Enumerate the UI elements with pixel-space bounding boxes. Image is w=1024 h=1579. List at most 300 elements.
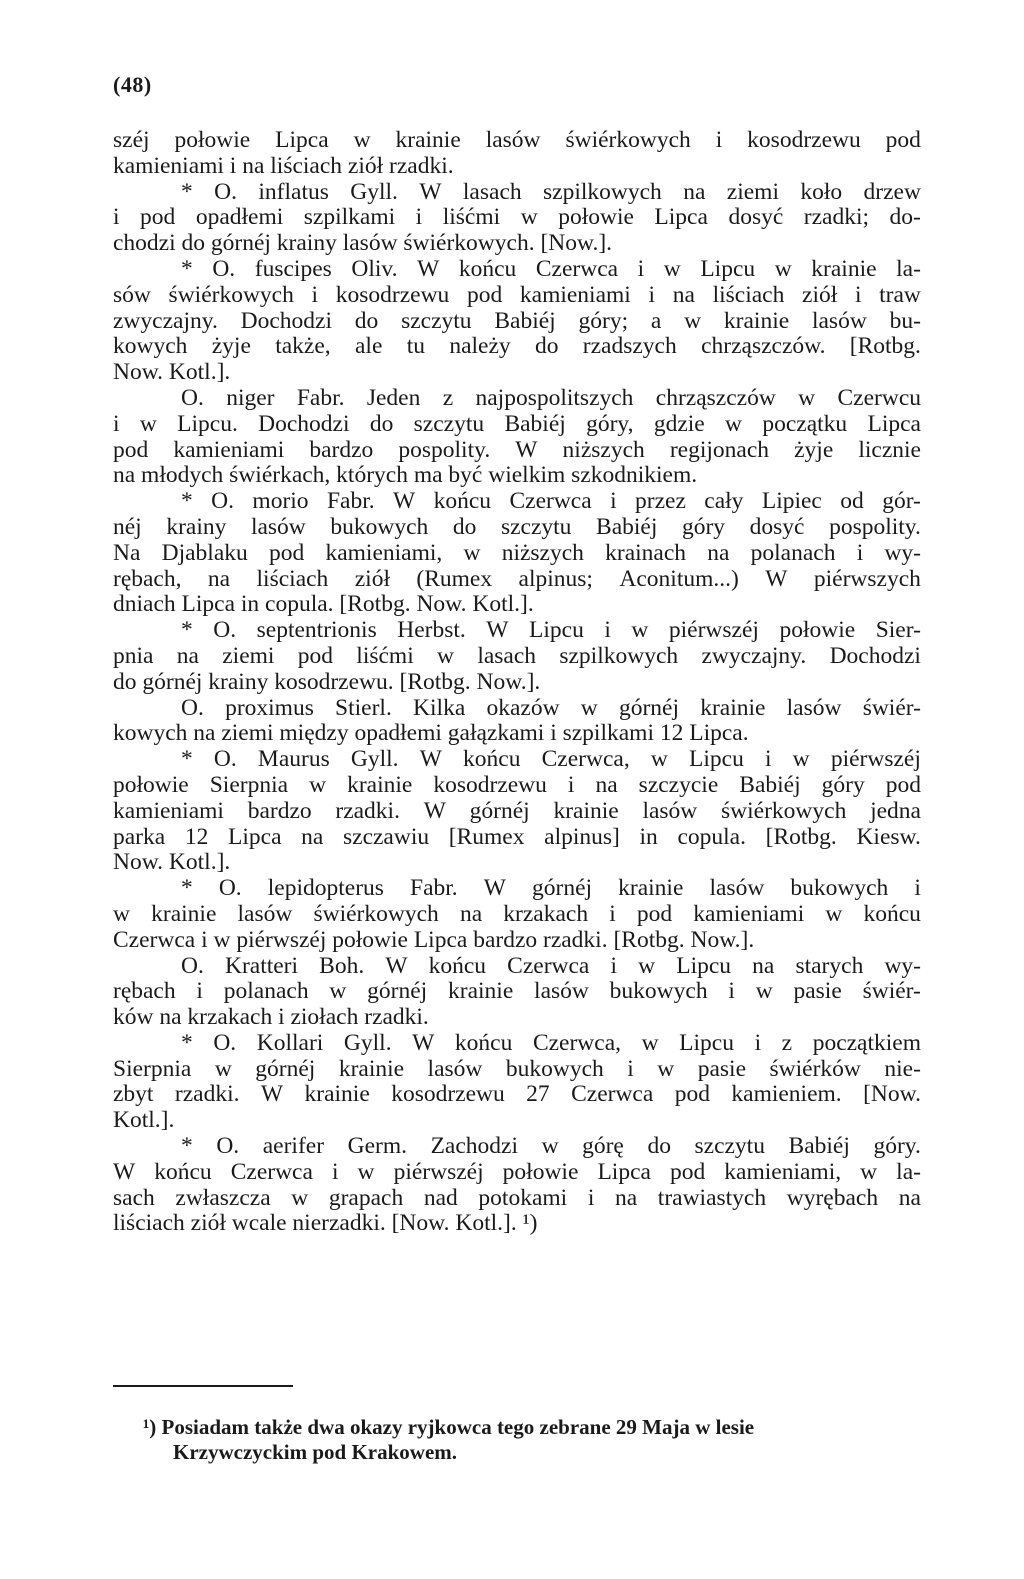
text-line-content: na młodych świérkach, których ma być wielkim szkodnikiem. (113, 462, 698, 489)
text-line (113, 153, 921, 179)
word: górnéj (255, 1055, 316, 1082)
word: bu- (889, 307, 921, 334)
word: Fabr. (326, 488, 375, 515)
word: z (781, 1029, 793, 1056)
word: na (683, 178, 706, 205)
word: niższych (562, 436, 645, 463)
text-line (113, 566, 921, 592)
word: W (260, 1081, 284, 1108)
text-line-content: Kotl.]. (113, 1107, 175, 1134)
footnote-text: Posiadam także dwa okazy ryjkowca tego zebrane 29 Maja w lesie (161, 1415, 755, 1439)
word: górnéj (532, 875, 593, 902)
text-line-content: dniach Lipca in copula. [Rotbg. Now. Kotl.]. (113, 591, 534, 618)
word: i (648, 281, 656, 308)
text-line (113, 643, 921, 669)
page-number: (48) (113, 72, 152, 97)
word: lasów (534, 978, 589, 1005)
text-line (113, 230, 921, 256)
word: zwłaszcza (175, 1184, 271, 1211)
word: szpilkowych (543, 178, 662, 205)
word: w (650, 746, 668, 773)
word: Sierpnia (113, 1055, 192, 1082)
word: lasów (485, 127, 541, 153)
word: Kratteri (224, 952, 299, 979)
word: 27 (526, 1081, 550, 1108)
word: góry. (873, 1133, 921, 1160)
word: końcu (154, 1158, 212, 1185)
word: niger (226, 384, 275, 411)
word: rzadki; (803, 204, 870, 231)
word: pod (885, 127, 921, 153)
word: krainie (448, 978, 514, 1005)
word: Kilka (413, 694, 466, 721)
word: szczytu (694, 1133, 765, 1160)
word: W (765, 565, 788, 592)
word: do (647, 1133, 671, 1160)
word: lasach (477, 642, 537, 669)
word: Czerwca (509, 488, 592, 515)
word: początkiem (812, 1029, 921, 1056)
word: na (672, 281, 695, 308)
word: cały (704, 488, 744, 515)
word: do- (889, 204, 921, 231)
word: * (181, 1029, 193, 1056)
word: rzadszych (582, 333, 677, 360)
word: w (437, 642, 455, 669)
word: zwyczajny. (701, 642, 807, 669)
word: jedna (870, 797, 921, 824)
word: drzew (863, 178, 921, 205)
word: w (792, 746, 810, 773)
word: rzadki. (335, 797, 400, 824)
word: końcu (433, 488, 492, 515)
word: krainy (166, 513, 227, 540)
word: la- (896, 1158, 921, 1185)
word: w (663, 255, 681, 282)
text-line (113, 1107, 921, 1133)
word: początku (762, 410, 848, 437)
word: krainie (338, 1055, 405, 1082)
word: krainie (304, 1081, 370, 1108)
word: O. (211, 488, 235, 515)
text-line (113, 669, 921, 695)
text-line (113, 1159, 921, 1185)
text-line (113, 127, 921, 153)
word: Lipca (867, 410, 921, 437)
word: w (657, 1055, 675, 1082)
word: Babiéj (788, 1133, 850, 1160)
word: połowie (779, 617, 856, 644)
word: koło (800, 178, 843, 205)
text-line (113, 179, 921, 205)
word: na (752, 952, 775, 979)
word: kamieniem. (731, 1081, 842, 1108)
word: należy (449, 333, 511, 360)
word: i (113, 204, 120, 231)
word: w (353, 127, 371, 153)
word: i (856, 539, 864, 566)
text-line (113, 772, 921, 798)
word: kamieniami (173, 436, 285, 463)
word: krainie (347, 771, 413, 798)
word: w (825, 900, 843, 927)
word: krainie (151, 900, 217, 927)
word: alpinus] (544, 823, 620, 850)
word: świérkowych (565, 127, 691, 153)
word: W (417, 255, 440, 282)
text-line (113, 1056, 921, 1082)
word: Kiesw. (856, 823, 921, 850)
word: wy- (884, 539, 921, 566)
word: końcu (428, 952, 487, 979)
word: w (139, 410, 157, 437)
word: w (725, 410, 743, 437)
word: Zachodzi (430, 1133, 518, 1160)
word: Gyll. (343, 1029, 392, 1056)
word: od (840, 488, 864, 515)
word: lasów (786, 694, 842, 721)
text-line (113, 488, 921, 514)
word: pod (113, 436, 149, 463)
word: aerifer (262, 1133, 325, 1160)
word: bardzo (247, 797, 312, 824)
footnote (113, 1415, 921, 1465)
word: Kollari (256, 1029, 324, 1056)
word: lasów (811, 307, 867, 334)
word: szpilkami (303, 204, 396, 231)
word: i (610, 488, 617, 515)
word: zwyczajny. (113, 307, 218, 334)
text-line (113, 849, 921, 875)
word: z (442, 384, 454, 411)
word: świérkowych (313, 900, 439, 927)
word: w (774, 255, 792, 282)
word: świér- (862, 694, 921, 721)
word: pospolity. (398, 436, 491, 463)
word: rębach, (113, 565, 182, 592)
word: lasów (237, 900, 293, 927)
word: w (684, 307, 702, 334)
text-line (113, 591, 921, 617)
word: Lipcu (676, 952, 732, 979)
word: pasie (793, 978, 842, 1005)
text-line-content: Now. Kotl.]. (113, 849, 231, 876)
word: W (385, 952, 408, 979)
word: górnéj (469, 797, 530, 824)
word: septentrionis (256, 617, 377, 644)
text-line (113, 411, 921, 437)
word: opadłemi (195, 204, 284, 231)
word: sów (113, 281, 151, 308)
word: chrząszczów (655, 384, 776, 411)
word: W (393, 488, 416, 515)
word: Babiéj (494, 307, 556, 334)
word: [Rumex (448, 823, 525, 850)
word: do (354, 307, 379, 334)
word: pod (297, 642, 333, 669)
word: bardzo (309, 436, 374, 463)
word: i (764, 746, 772, 773)
word: Gyll. (350, 178, 398, 205)
word: Lipcu (689, 746, 744, 773)
word: i (914, 875, 921, 902)
word: Herbst. (397, 617, 466, 644)
text-line (113, 514, 921, 540)
word: potokami (478, 1184, 568, 1211)
word: [Rotbg. (765, 823, 837, 850)
word: O. (213, 617, 237, 644)
word: świér- (862, 978, 921, 1005)
word: O. (181, 384, 204, 411)
word: w (638, 952, 656, 979)
word: w (291, 1184, 309, 1211)
word: Czerwca (535, 255, 619, 282)
word: krainie (723, 307, 790, 334)
word: Czerwca (507, 952, 590, 979)
word: Czerwca, (532, 1029, 622, 1056)
word: żyje (211, 333, 251, 360)
word: copula. (677, 823, 746, 850)
word: Lipcu. (177, 410, 238, 437)
word: żyje (794, 436, 834, 463)
word: rębach (113, 978, 176, 1005)
text-line (113, 1004, 921, 1030)
word: W (412, 1029, 435, 1056)
word: lepidopterus (267, 875, 384, 902)
word: gdzie (653, 410, 705, 437)
text-line (113, 798, 921, 824)
word: O. (181, 694, 204, 721)
word: néj (113, 513, 142, 540)
word: W (419, 178, 442, 205)
word: Lipcu (529, 617, 584, 644)
word: rzadki. (174, 1081, 240, 1108)
word: W (419, 746, 442, 773)
word: w (755, 978, 773, 1005)
text-line (113, 824, 921, 850)
word: i (610, 952, 618, 979)
word: Na (113, 539, 141, 566)
word: Babiéj (504, 410, 566, 437)
word: grapach (328, 1184, 404, 1211)
word: kosodrzewu (335, 281, 450, 308)
word: Fabr. (296, 384, 345, 411)
word: góry (821, 771, 865, 798)
word: dosyć (749, 513, 805, 540)
word: szczycie (638, 771, 719, 798)
word: bukowych (330, 513, 429, 540)
word: proximus (225, 694, 314, 721)
word: starych (795, 952, 864, 979)
word: końcu (863, 900, 921, 927)
word: W (515, 436, 538, 463)
word: do (369, 410, 394, 437)
word: * (181, 617, 193, 644)
word: O. (213, 746, 237, 773)
word: bukowych (609, 978, 708, 1005)
word: * (181, 1133, 193, 1160)
word: Czerwcu (837, 384, 921, 411)
word: Stierl. (335, 694, 392, 721)
word: szczawiu (343, 823, 430, 850)
word: nad (423, 1184, 458, 1211)
word: 12 (184, 823, 209, 850)
text-line (113, 1185, 921, 1211)
word: świérkowych (721, 797, 847, 824)
text-line (113, 256, 921, 282)
text-line (113, 1210, 921, 1236)
text-line (113, 617, 921, 643)
word: połowie (174, 127, 251, 153)
word: zbyt (113, 1081, 154, 1108)
word: na (898, 1184, 921, 1211)
word: w (541, 1133, 559, 1160)
word: regijonach (669, 436, 770, 463)
word: * (181, 875, 193, 902)
word: na (301, 823, 324, 850)
word: Lipiec (761, 488, 822, 515)
word: Boh. (319, 952, 365, 979)
text-line (113, 1133, 921, 1159)
word: in (639, 823, 658, 850)
word: w (580, 694, 598, 721)
word: piérwszych (813, 565, 921, 592)
word: i (627, 1055, 634, 1082)
word: trawiastych (657, 1184, 767, 1211)
word: i (854, 281, 862, 308)
word: na (207, 565, 231, 592)
text-line (113, 462, 921, 488)
word: krainach (605, 539, 687, 566)
word: licznie (858, 436, 921, 463)
text-line-content: chodzi do górnéj krainy lasów świérkowych. [Now.]. (113, 230, 613, 257)
word: ziemi (222, 642, 275, 669)
word: chrząszczów. (701, 333, 826, 360)
word: w (631, 617, 649, 644)
word: polanach (223, 978, 309, 1005)
word: [Rotbg. (849, 333, 921, 360)
text-line-content: do górnéj krainy kosodrzewu. [Rotbg. Now.]. (113, 668, 541, 695)
word: kamieniami, (325, 539, 443, 566)
word: w (463, 539, 481, 566)
word: na (707, 539, 730, 566)
text-line (113, 1030, 921, 1056)
word: kosodrzewu (391, 1081, 505, 1108)
word: góry (681, 513, 726, 540)
word: Babiéj (739, 771, 801, 798)
word: Sierpnia (209, 771, 289, 798)
word: piérwszéj (393, 1158, 484, 1185)
word: * (181, 746, 193, 773)
word: świérkowych (168, 281, 294, 308)
word: Lipca (275, 127, 329, 153)
word: do (452, 513, 477, 540)
word: w (798, 384, 816, 411)
word: na (459, 900, 483, 927)
word: gór- (882, 488, 921, 515)
word: okazów (486, 694, 560, 721)
word: [Now. (863, 1081, 921, 1108)
word: i (311, 281, 319, 308)
word: Czerwca (571, 1081, 654, 1108)
word: kamieniami (113, 797, 224, 824)
text-line-content: Now. Kotl.]. (113, 359, 231, 386)
word: lasów (642, 797, 698, 824)
word: i (587, 1184, 595, 1211)
word: pospolity. (829, 513, 921, 540)
word: i (609, 900, 616, 927)
word: O. (214, 178, 237, 205)
word: Czerwca, (541, 746, 630, 773)
word: i (754, 1029, 762, 1056)
word: bukowych (790, 875, 889, 902)
word: Dochodzi (258, 410, 350, 437)
word: Sier- (875, 617, 921, 644)
word: szczytu (413, 410, 485, 437)
text-line (113, 746, 921, 772)
word: i (415, 204, 423, 231)
word: Gyll. (350, 746, 399, 773)
word: krainie (700, 694, 766, 721)
word: ziemi (726, 178, 779, 205)
word: lasów (427, 1055, 483, 1082)
word: pasie (697, 1055, 747, 1082)
word: lasów (709, 875, 765, 902)
word: Lipca (654, 204, 708, 231)
word: szczytu (401, 307, 472, 334)
text-line-content: Czerwca i w piérwszéj połowie Lipca bardzo rzadki. [Rotbg. Now.]. (113, 926, 755, 953)
word: w (113, 900, 130, 927)
footnote-line: Krzywczyckim pod Krakowem. (173, 1440, 458, 1464)
word: pod (636, 900, 673, 927)
text-line (113, 978, 921, 1004)
word: na (176, 642, 199, 669)
word: krainie (395, 127, 461, 153)
word: krainie (553, 797, 619, 824)
word: na (614, 1184, 638, 1211)
footnote-marker: ¹) (143, 1415, 157, 1439)
word: a (650, 307, 662, 334)
word: wy- (884, 952, 921, 979)
word: Germ. (347, 1133, 407, 1160)
word: ziół (354, 565, 390, 592)
word: kamieniami (693, 900, 805, 927)
text-line (113, 437, 921, 463)
word: niższych (501, 539, 584, 566)
word: na (595, 771, 618, 798)
text-line (113, 308, 921, 334)
word: i (567, 771, 575, 798)
body-text (113, 127, 921, 1236)
text-line (113, 204, 921, 230)
word: połowie (113, 771, 189, 798)
word: kowych (113, 333, 188, 360)
word: sach (113, 1184, 155, 1211)
word: Aconitum...) (619, 565, 739, 592)
word: ziół (802, 281, 838, 308)
footnote-separator (113, 1385, 293, 1387)
word: pod (466, 281, 503, 308)
word: dosyć (728, 204, 784, 231)
text-line (113, 695, 921, 721)
text-line (113, 540, 921, 566)
word: krainie (618, 875, 684, 902)
text-line (113, 333, 921, 359)
word: ale (354, 333, 383, 360)
word: także, (275, 333, 331, 360)
word: * (181, 488, 193, 515)
word: liściach (712, 281, 785, 308)
